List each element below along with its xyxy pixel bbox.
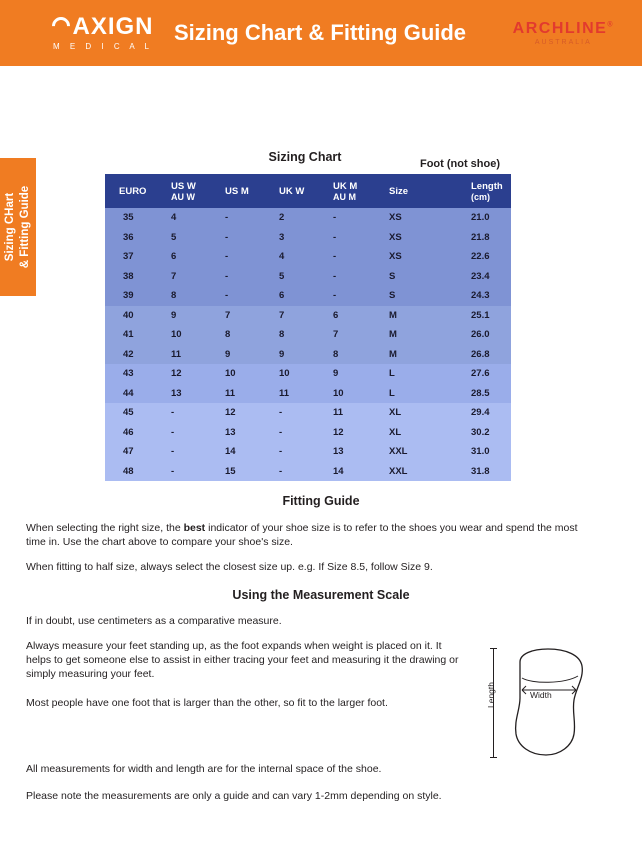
cell-uk-m: - [325,247,381,267]
cell-length: 21.0 [441,208,511,228]
cell-uk-w: 8 [271,325,325,345]
cell-us-w: - [163,462,217,482]
cell-uk-m: - [325,267,381,287]
cell-us-w: 13 [163,384,217,404]
col-header-euro: EURO [105,174,163,208]
cell-us-m: 9 [217,345,271,365]
table-row [105,345,511,365]
measurement-paragraph-1: If in doubt, use centimeters as a comparative measure. [26,615,282,627]
sizing-chart-title: Sizing Chart [268,150,342,164]
table-row [105,228,511,248]
cell-euro: 35 [105,208,163,228]
cell-uk-m: 8 [325,345,381,365]
cell-us-m: 11 [217,384,271,404]
cell-us-m: - [217,286,271,306]
cell-length: 29.4 [441,403,511,423]
cell-uk-m: 14 [325,462,381,482]
archline-name: ARCHLINE [512,20,608,37]
archline-wordmark [513,20,614,38]
cell-uk-w: - [271,403,325,423]
cell-us-w: 5 [163,228,217,248]
cell-euro: 40 [105,306,163,326]
cell-us-m: 12 [217,403,271,423]
table-row [105,247,511,267]
fitting-guide-p1-after: indicator of your shoe size is to refer to the shoes you wear and spend the most time in. Use the chart above to compare your shoe's size. [26,522,578,548]
archline-subtitle: AUSTRALIA [534,39,592,46]
sizing-chart-table [105,174,511,481]
axign-subtitle: M E D I C A L [52,42,153,51]
side-tab-label [3,186,33,268]
measurement-paragraph-3: Most people have one foot that is larger than the other, so fit to the larger foot. [26,697,388,709]
foot-not-shoe-note: Foot (not shoe) [419,158,501,170]
cell-us-w: 7 [163,267,217,287]
measurement-paragraph-5: Please note the measurements are only a guide and can vary 1-2mm depending on style. [26,790,442,802]
cell-us-m: - [217,247,271,267]
cell-uk-m: 7 [325,325,381,345]
cell-euro: 46 [105,423,163,443]
cell-length: 30.2 [441,423,511,443]
cell-us-w: 4 [163,208,217,228]
cell-size: XL [381,403,441,423]
cell-us-w: 10 [163,325,217,345]
cell-euro: 42 [105,345,163,365]
cell-uk-w: 7 [271,306,325,326]
col-header-us-w: US W AU W [163,174,217,208]
cell-length: 25.1 [441,306,511,326]
table-row [105,267,511,287]
cell-euro: 37 [105,247,163,267]
width-label: Width [530,690,552,700]
cell-us-w: 6 [163,247,217,267]
cell-length: 27.6 [441,364,511,384]
fitting-guide-title: Fitting Guide [282,494,360,508]
cell-uk-w: - [271,442,325,462]
cell-us-w: 8 [163,286,217,306]
side-tab [0,158,36,296]
cell-size: M [381,325,441,345]
cell-us-m: 7 [217,306,271,326]
side-tab-line-2: & Fitting Guide [19,185,31,269]
col-header-uk-m: UK M AU M [325,174,381,208]
cell-euro: 44 [105,384,163,404]
fitting-guide-p1-emphasis: best [183,522,206,534]
cell-length: 26.0 [441,325,511,345]
cell-us-w: - [163,403,217,423]
cell-euro: 41 [105,325,163,345]
cell-uk-w: - [271,423,325,443]
cell-size: M [381,306,441,326]
cell-uk-w: - [271,462,325,482]
cell-size: S [381,286,441,306]
cell-us-w: 11 [163,345,217,365]
table-row [105,208,511,228]
cell-uk-m: 12 [325,423,381,443]
col-header-length: Length (cm) [441,174,511,208]
archline-logo [513,20,614,46]
cell-length: 21.8 [441,228,511,248]
cell-length: 23.4 [441,267,511,287]
cell-uk-m: - [325,208,381,228]
cell-length: 26.8 [441,345,511,365]
cell-us-m: 10 [217,364,271,384]
fitting-guide-paragraph-1 [26,521,596,549]
table-row [105,442,511,462]
table-row [105,364,511,384]
cell-us-m: 15 [217,462,271,482]
cell-us-m: - [217,208,271,228]
axign-medical-logo [28,14,178,51]
length-label: Length [486,682,496,708]
cell-uk-m: 10 [325,384,381,404]
cell-uk-w: 10 [271,364,325,384]
cell-euro: 38 [105,267,163,287]
cell-length: 24.3 [441,286,511,306]
cell-uk-m: 9 [325,364,381,384]
cell-euro: 39 [105,286,163,306]
page-header [0,0,642,66]
measurement-paragraph-2: Always measure your feet standing up, as the foot expands when weight is placed on it. It helps to get someone else to assist in either tracing your feet and measuring it the drawing or simply measuring your feet. [26,640,459,680]
cell-uk-w: 11 [271,384,325,404]
cell-size: L [381,364,441,384]
cell-size: XS [381,247,441,267]
foot-outline-icon [502,648,602,758]
cell-size: M [381,345,441,365]
cell-euro: 43 [105,364,163,384]
cell-us-m: - [217,267,271,287]
cell-us-w: 12 [163,364,217,384]
table-row [105,384,511,404]
footprint-diagram [486,648,605,758]
axign-wordmark [28,14,178,40]
page-title: Sizing Chart & Fitting Guide [173,20,467,45]
cell-size: XL [381,423,441,443]
cell-us-m: 8 [217,325,271,345]
cell-uk-m: - [325,286,381,306]
cell-us-m: 13 [217,423,271,443]
axign-name: AXIGN [72,13,154,40]
table-header-row [105,174,511,208]
cell-uk-w: 2 [271,208,325,228]
measurement-paragraph-4: All measurements for width and length are for the internal space of the shoe. [26,763,382,775]
cell-euro: 47 [105,442,163,462]
cell-uk-m: 11 [325,403,381,423]
cell-length: 28.5 [441,384,511,404]
cell-us-w: - [163,442,217,462]
cell-uk-w: 5 [271,267,325,287]
cell-us-w: 9 [163,306,217,326]
cell-length: 22.6 [441,247,511,267]
fitting-guide-p1-before: When selecting the right size, the [26,522,184,534]
cell-size: L [381,384,441,404]
col-header-us-m: US M [217,174,271,208]
table-row [105,423,511,443]
cell-size: XXL [381,462,441,482]
measurement-scale-title: Using the Measurement Scale [232,588,410,602]
cell-us-m: 14 [217,442,271,462]
table-row [105,325,511,345]
cell-euro: 36 [105,228,163,248]
table-row [105,306,511,326]
cell-size: XS [381,208,441,228]
swoosh-icon [49,13,74,38]
cell-uk-m: 6 [325,306,381,326]
cell-length: 31.8 [441,462,511,482]
fitting-guide-paragraph-2: When fitting to half size, always select the closest size up. e.g. If Size 8.5, follow Size 9. [26,561,433,573]
cell-us-w: - [163,423,217,443]
cell-euro: 45 [105,403,163,423]
cell-uk-m: - [325,228,381,248]
cell-uk-w: 4 [271,247,325,267]
cell-size: XS [381,228,441,248]
side-tab-line-1: Sizing CHart [4,192,16,262]
cell-uk-w: 9 [271,345,325,365]
col-header-uk-w: UK W [271,174,325,208]
cell-us-m: - [217,228,271,248]
table-row [105,462,511,482]
cell-length: 31.0 [441,442,511,462]
cell-size: S [381,267,441,287]
cell-size: XXL [381,442,441,462]
cell-euro: 48 [105,462,163,482]
cell-uk-m: 13 [325,442,381,462]
table-row [105,403,511,423]
cell-uk-w: 3 [271,228,325,248]
table-row [105,286,511,306]
cell-uk-w: 6 [271,286,325,306]
registered-trademark-icon: ® [607,21,614,29]
col-header-size: Size [381,174,441,208]
